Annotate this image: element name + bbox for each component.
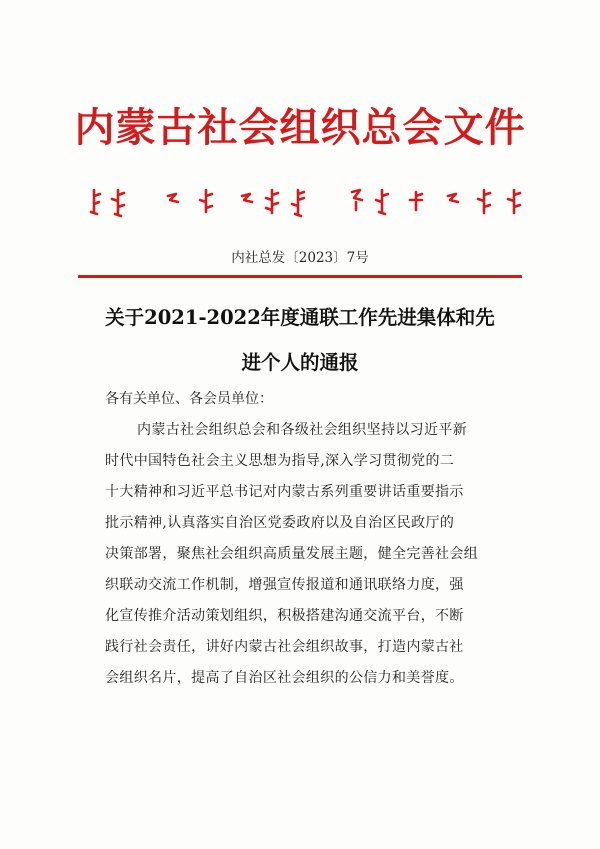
body-paragraph-line: 内蒙古社会组织总会和各级社会组织坚持以习近平新 — [137, 422, 468, 438]
salutation: 各有关单位、各会员单位： — [105, 391, 273, 407]
body-paragraph-line: 决策部署，聚焦社会组织高质量发展主题，健全完善社会组 — [105, 546, 479, 562]
body-paragraph-line: 化宣传推介活动策划组织，积极搭建沟通交流平台，不断 — [105, 608, 464, 624]
body-paragraph-line: 会组织名片，提高了自治区社会组织的公信力和美誉度。 — [105, 670, 464, 686]
masthead-title: 内蒙古社会组织总会文件 — [74, 105, 526, 151]
body-paragraph-line: 十大精神和习近平总书记对内蒙古系列重要讲话重要指示 — [105, 484, 464, 500]
red-divider-rule — [78, 275, 522, 278]
body-paragraph-line: 批示精神,认真落实自治区党委政府以及自治区民政厅的 — [105, 515, 455, 531]
document-title-line-1: 关于2021-2022年度通联工作先进集体和先 — [105, 306, 495, 329]
body-paragraph-line: 织联动交流工作机制，增强宣传报道和通讯联络力度，强 — [105, 577, 464, 593]
body-paragraph-line: 时代中国特色社会主义思想为指导,深入学习贯彻党的二 — [105, 453, 455, 469]
mongolian-script-masthead — [88, 186, 524, 218]
document-number: 内社总发〔2023〕7号 — [231, 250, 369, 266]
document-title-line-2: 进个人的通报 — [241, 351, 359, 374]
body-paragraph-line: 践行社会责任，讲好内蒙古社会组织故事，打造内蒙古社 — [105, 639, 464, 655]
